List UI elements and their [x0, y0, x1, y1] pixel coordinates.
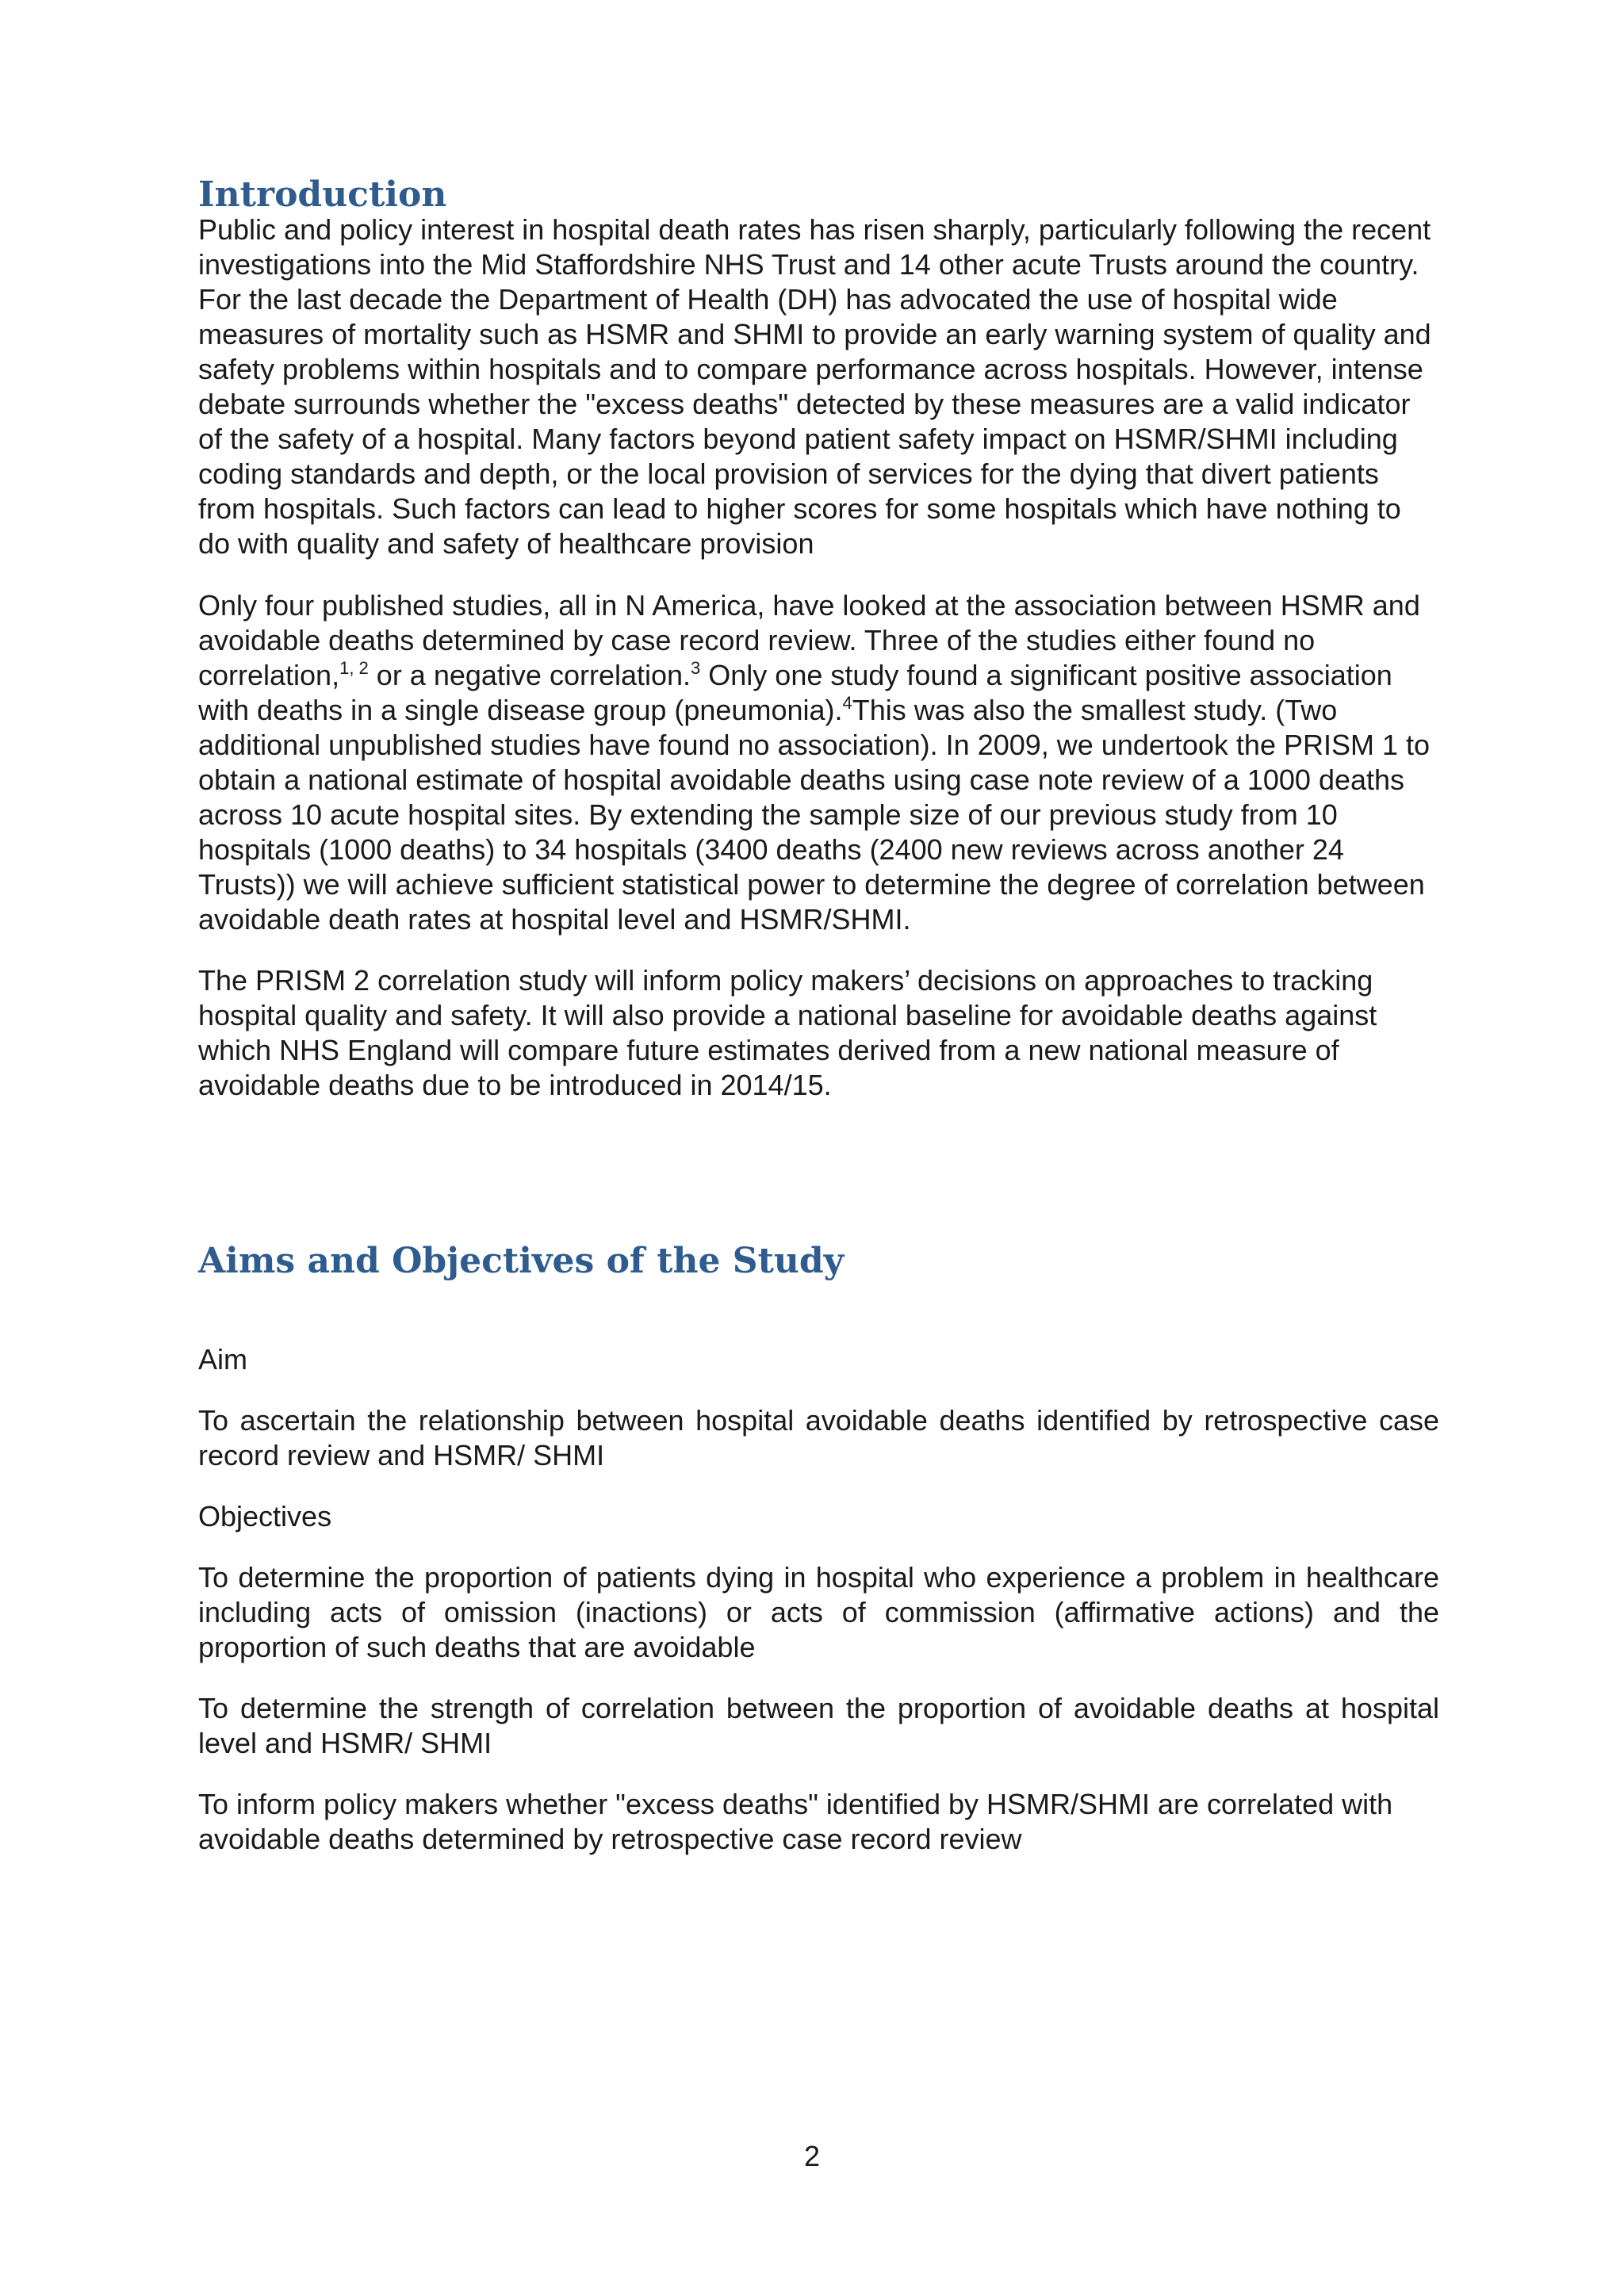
- citation-3: 3: [691, 658, 701, 678]
- intro-paragraph-3: The PRISM 2 correlation study will inform policy makers’ decisions on approaches to tracking hospital quality and safety. It will also provide a national baseline for avoidable deaths against which NHS England will compare future estimates derived from a new national measure of avoidable deaths due to be introduced in 2014/15.: [198, 964, 1377, 1101]
- intro-paragraph-2-text-1: Only four published studies, all in N America, have looked at the association between HSMR and avoidable deaths determined by case record review. Three of the studies either found no correlation,: [198, 589, 1420, 691]
- intro-paragraph-2: [198, 588, 1439, 937]
- aims-objectives-heading: Aims and Objectives of the Study: [198, 1241, 845, 1281]
- intro-paragraph-2-text-3: Only one study found a significant positive association with deaths in a single disease group (pneumonia).: [198, 659, 1392, 726]
- objective-item-2: To determine the strength of correlation between the proportion of avoidable deaths at hospital level and HSMR/ SHMI: [198, 1692, 1439, 1759]
- objectives-label: Objectives: [198, 1500, 332, 1533]
- aim-text: To ascertain the relationship between hospital avoidable deaths identified by retrospective case record review and HSMR/ SHMI: [198, 1404, 1439, 1471]
- intro-paragraph-2-text-4: This was also the smallest study. (Two additional unpublished studies have found no association). In 2009, we undertook the PRISM 1 to obtain a national estimate of hospital avoidable deaths using case note review of a 1000 deaths across 10 acute hospital sites. By extending the sample size of our previous study from 10 hospitals (1000 deaths) to 34 hospitals (3400 deaths (2400 new reviews across another 24 Trusts)) we will achieve sufficient statistical power to determine the degree of correlation between avoidable death rates at hospital level and HSMR/SHMI.: [198, 694, 1431, 936]
- objective-item-1: To determine the proportion of patients dying in hospital who experience a problem in healthcare including acts of omission (inactions) or acts of commission (affirmative actions) and the proportion of such deaths that are avoidable: [198, 1561, 1439, 1663]
- citation-1-2: 1, 2: [339, 658, 369, 678]
- citation-4: 4: [842, 693, 852, 713]
- aim-label: Aim: [198, 1343, 247, 1376]
- page-number: 2: [803, 2140, 821, 2172]
- introduction-heading: Introduction: [198, 174, 447, 215]
- objective-item-3: To inform policy makers whether "excess deaths" identified by HSMR/SHMI are correlated with avoidable deaths determined by retrospective case record review: [198, 1788, 1393, 1855]
- document-page: [198, 174, 1439, 1857]
- intro-paragraph-1: Public and policy interest in hospital death rates has risen sharply, particularly following the recent investigations into the Mid Staffordshire NHS Trust and 14 other acute Trusts around the country. For the last decade the Department of Health (DH) has advocated the use of hospital wide measures of mortality such as HSMR and SHMI to provide an early warning system of quality and safety problems within hospitals and to compare performance across hospitals. However, intense debate surrounds whether the "excess deaths" detected by these measures are a valid indicator of the safety of a hospital. Many factors beyond patient safety impact on HSMR/SHMI including coding standards and depth, or the local provision of services for the dying that divert patients from hospitals. Such factors can lead to higher scores for some hospitals which have nothing to do with quality and safety of healthcare provision: [198, 213, 1431, 560]
- intro-paragraph-2-text-2: or a negative correlation.: [368, 659, 691, 691]
